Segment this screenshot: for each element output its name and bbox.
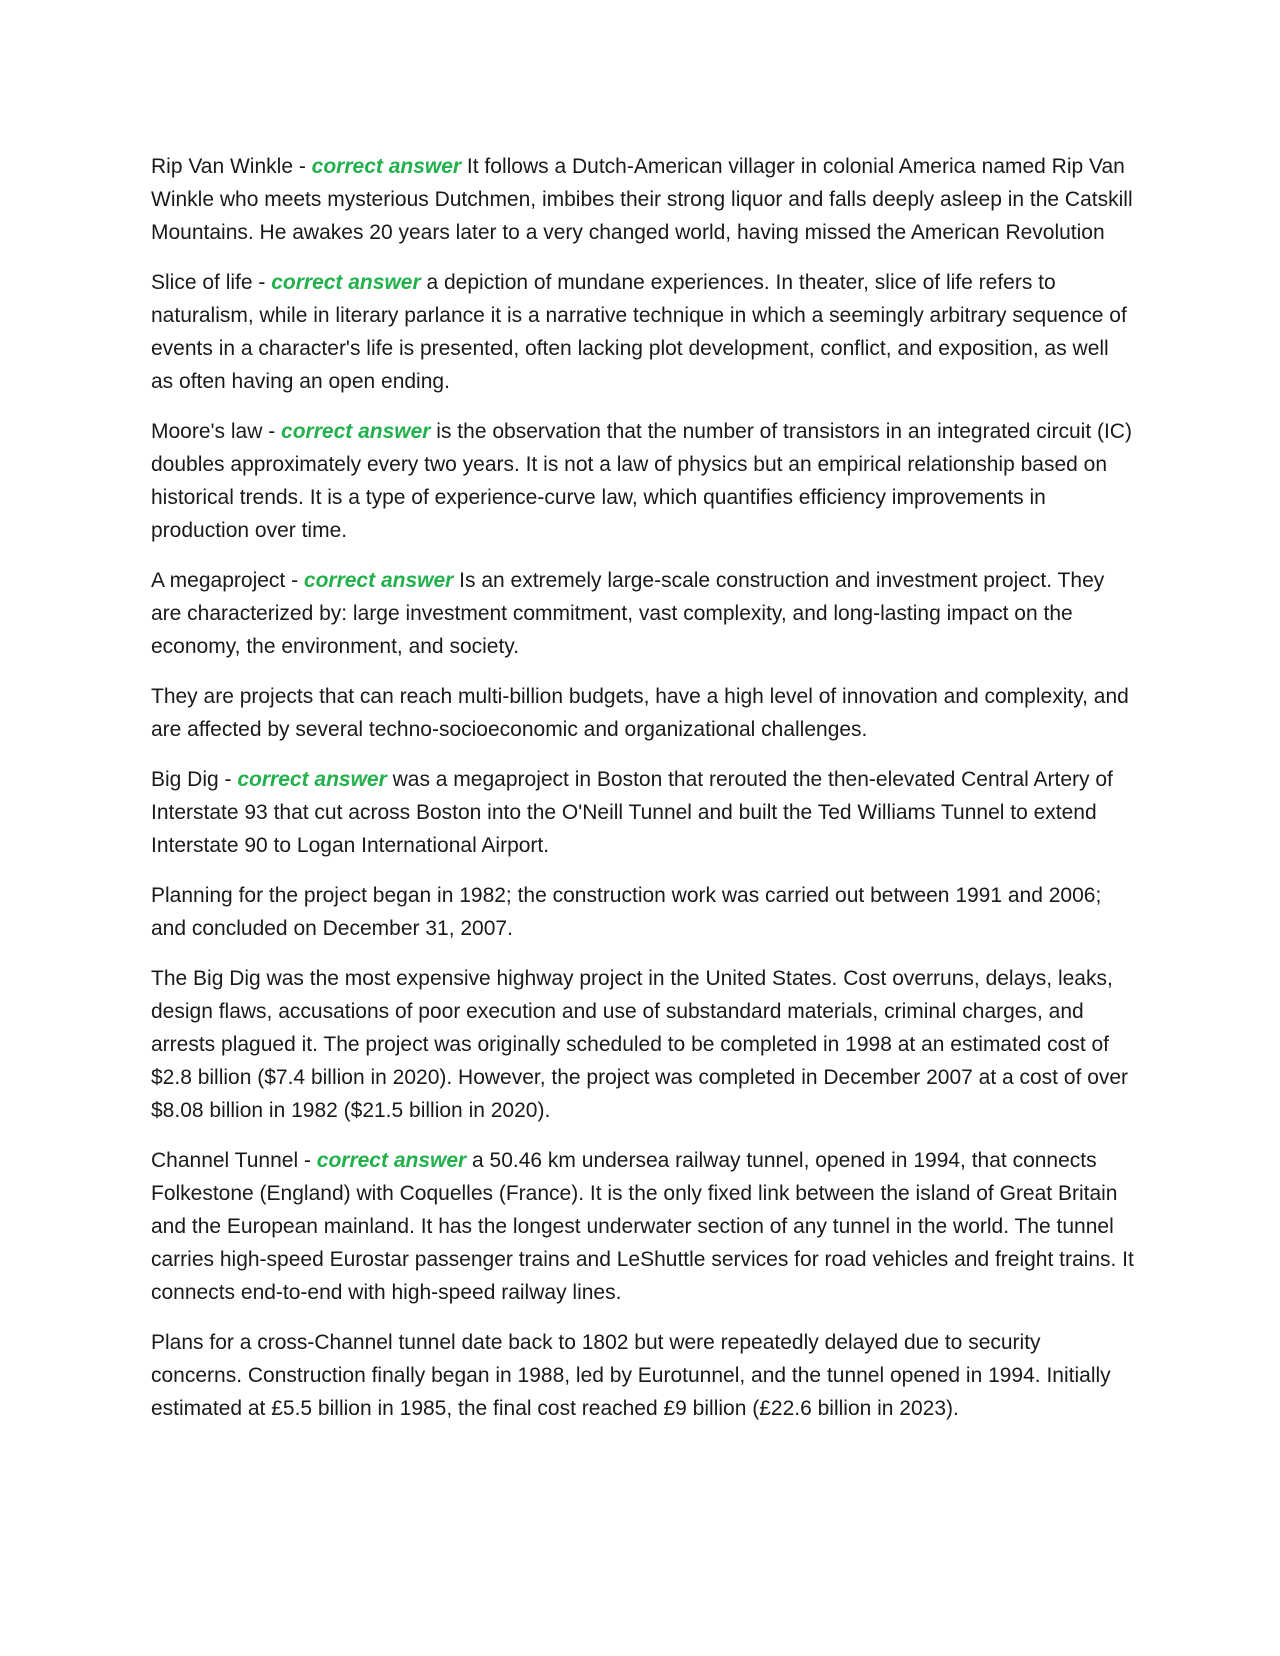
correct-answer-label: correct answer	[303, 569, 454, 592]
definition: a depiction of mundane experiences. In theater, slice of life refers to naturalism, while in literary parlance it is a narrative technique in which a seemingly arbitrary sequence of events in a character's life is presented, often lacking plot development, conflict, and exposition, as well as often having an open ending.	[151, 271, 1127, 393]
definition: a 50.46 km undersea railway tunnel, opened in 1994, that connects Folkestone (England) with Coquelles (France). It is the only fixed link between the island of Great Britain and the European mainland. It has the longest underwater section of any tunnel in the world. The tunnel carries high-speed Eurostar passenger trains and LeShuttle services for road vehicles and freight trains. It connects end-to-end with high-speed railway lines.	[151, 1149, 1134, 1304]
channel-tunnel-plans: Plans for a cross-Channel tunnel date back to 1802 but were repeatedly delayed due to security concerns. Construction finally began in 1988, led by Eurotunnel, and the tunnel opened in 1994. Initially estimated at £5.5 billion in 1985, the final cost reached £9 billion (£22.6 billion in 2023).	[151, 1331, 1111, 1420]
term: A megaproject -	[151, 569, 304, 592]
definition: It follows a Dutch-American villager in colonial America named Rip Van Winkle who meets mysterious Dutchmen, imbibes their strong liquor and falls deeply asleep in the Catskill Mountains. He awakes 20 years later to a very changed world, having missed the American Revolution	[151, 155, 1133, 244]
definition: Is an extremely large-scale construction and investment project. They are characterized by: large investment commitment, vast complexity, and long-lasting impact on the economy, the environment, and society.	[151, 569, 1105, 658]
document-page	[151, 150, 1136, 1442]
big-dig-planning: Planning for the project began in 1982; the construction work was carried out between 1991 and 2006; and concluded on December 31, 2007.	[151, 884, 1102, 940]
correct-answer-label: correct answer	[316, 1149, 467, 1172]
term: Slice of life -	[151, 271, 272, 294]
megaproject-continuation: They are projects that can reach multi-billion budgets, have a high level of innovation and complexity, and are affected by several techno-socioeconomic and organizational challenges.	[151, 685, 1129, 741]
entry-moores-law	[151, 415, 1136, 547]
correct-answer-label: correct answer	[237, 768, 387, 791]
term: Channel Tunnel -	[151, 1149, 317, 1172]
term: Rip Van Winkle -	[151, 155, 312, 178]
term: Moore's law -	[151, 420, 282, 443]
correct-answer-label: correct answer	[271, 271, 421, 294]
big-dig-cost: The Big Dig was the most expensive highway project in the United States. Cost overruns, delays, leaks, design flaws, accusations of poor execution and use of substandard materials, criminal charges, and arrests plagued it. The project was originally scheduled to be completed in 1998 at an estimated cost of $2.8 billion ($7.4 billion in 2020). However, the project was completed in December 2007 at a cost of over $8.08 billion in 1982 ($21.5 billion in 2020).	[151, 967, 1129, 1122]
entry-big-dig	[151, 763, 1136, 862]
entry-rip-van-winkle	[151, 150, 1136, 249]
entry-slice-of-life	[151, 266, 1136, 398]
entry-megaproject	[151, 564, 1136, 663]
entry-channel-tunnel	[151, 1144, 1136, 1309]
term: Big Dig -	[151, 768, 238, 791]
correct-answer-label: correct answer	[311, 155, 462, 178]
definition: is the observation that the number of transistors in an integrated circuit (IC) doubles approximately every two years. It is not a law of physics but an empirical relationship based on historical trends. It is a type of experience-curve law, which quantifies efficiency improvements in production over time.	[151, 420, 1132, 542]
correct-answer-label: correct answer	[281, 420, 431, 443]
definition: was a megaproject in Boston that rerouted the then-elevated Central Artery of Interstate 93 that cut across Boston into the O'Neill Tunnel and built the Ted Williams Tunnel to extend Interstate 90 to Logan International Airport.	[151, 768, 1113, 857]
